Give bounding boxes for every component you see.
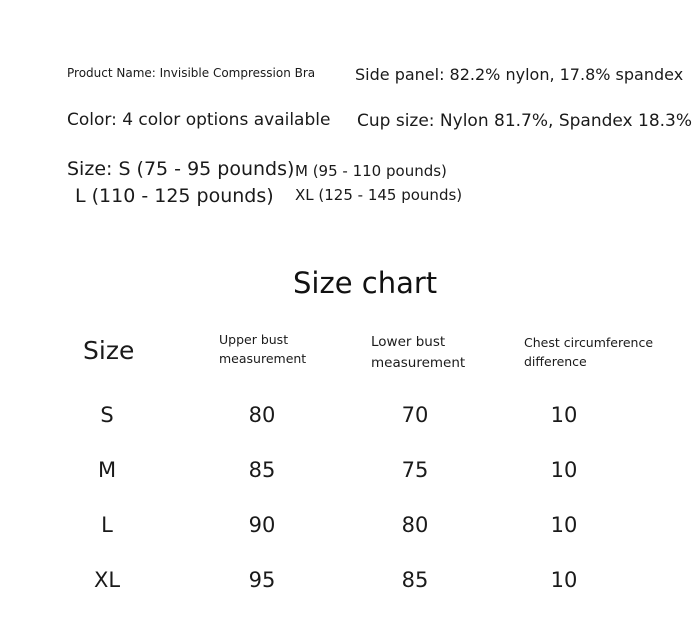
cell-upper-bust: 85 (248, 458, 276, 482)
cell-size: XL (93, 568, 121, 592)
header-upper-bust: Upper bust measurement (219, 332, 307, 366)
cell-upper-bust: 95 (248, 568, 276, 592)
cell-chest-difference: 10 (550, 568, 578, 592)
cell-chest-difference: 10 (550, 403, 578, 427)
side-panel-text: Side panel: 82.2% nylon, 17.8% spandex (355, 65, 684, 84)
size-xl-text: XL (125 - 145 pounds) (295, 186, 463, 204)
header-lower-bust: Lower bust measurement (371, 334, 466, 371)
header-chest-difference: Chest circumference difference (524, 335, 654, 369)
product-name-text: Product Name: Invisible Compression Bra (67, 66, 316, 80)
cell-upper-bust: 80 (248, 403, 276, 427)
cell-chest-difference: 10 (550, 513, 578, 537)
color-text: Color: 4 color options available (67, 110, 331, 130)
header-size: Size (83, 336, 135, 365)
cell-chest-difference: 10 (550, 458, 578, 482)
cell-size: L (101, 513, 113, 537)
cell-lower-bust: 85 (401, 568, 429, 592)
size-chart-title: Size chart (293, 266, 438, 300)
size-s-text: Size: S (75 - 95 pounds) (67, 158, 295, 180)
cell-upper-bust: 90 (248, 513, 276, 537)
cell-lower-bust: 75 (401, 458, 429, 482)
size-m-text: M (95 - 110 pounds) (295, 162, 447, 180)
size-l-text: L (110 - 125 pounds) (75, 185, 274, 207)
cup-size-text: Cup size: Nylon 81.7%, Spandex 18.3% (357, 111, 693, 131)
cell-size: S (100, 403, 114, 427)
cell-size: M (97, 458, 117, 482)
cell-lower-bust: 70 (401, 403, 429, 427)
cell-lower-bust: 80 (401, 513, 429, 537)
